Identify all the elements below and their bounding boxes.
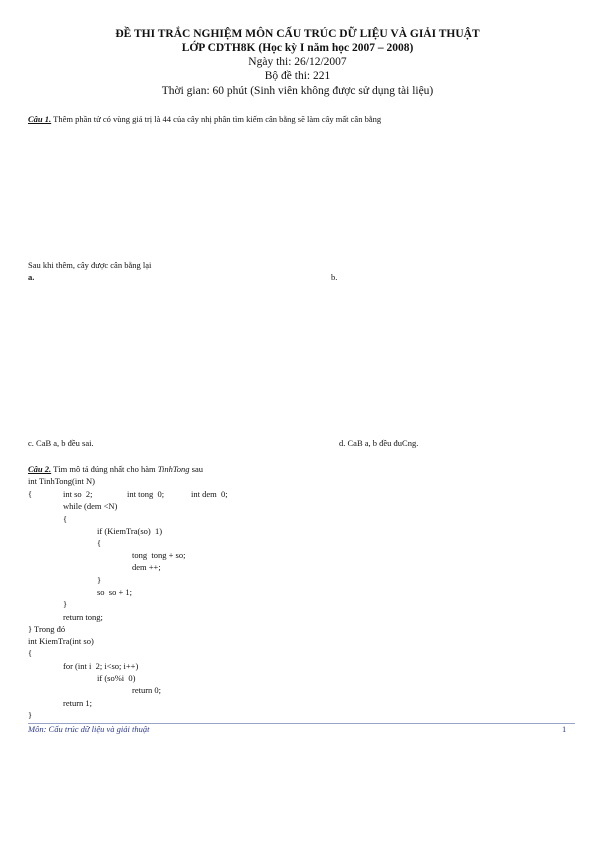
footer-page-number: 1 bbox=[562, 724, 567, 734]
exam-code: Bộ đề thi: 221 bbox=[264, 70, 331, 82]
code-line: } bbox=[63, 599, 68, 609]
code-line: int dem 0; bbox=[191, 489, 228, 499]
question-2-text-after: sau bbox=[189, 464, 204, 474]
option-b: b. bbox=[331, 272, 338, 282]
code-line: { bbox=[63, 514, 68, 524]
question-1-after-text: Sau khi thêm, cây được cân bằng lại bbox=[28, 260, 152, 270]
question-2-function-name: TinhTong bbox=[157, 464, 190, 474]
question-1-text: Thêm phần tử có vùng giá trị là 44 của cây nhị phân tìm kiếm cân bằng sẽ làm cây mất cân bằng bbox=[51, 114, 382, 124]
exam-duration: Thời gian: 60 phút (Sinh viên không được sử dụng tài liệu) bbox=[161, 85, 434, 97]
exam-class: LỚP CDTH8K (Học kỳ I năm học 2007 – 2008) bbox=[181, 42, 414, 54]
question-2-label: Câu 2. bbox=[28, 464, 52, 474]
option-c: c. CaB a, b đều sai. bbox=[28, 438, 94, 448]
code-line: int KiemTra(int so) bbox=[28, 636, 94, 646]
code-line: int TinhTong(int N) bbox=[28, 476, 95, 486]
code-line: } Trong đó bbox=[28, 624, 66, 634]
code-line: return 1; bbox=[63, 698, 93, 708]
code-line: } bbox=[97, 575, 102, 585]
code-line: if (so%i 0) bbox=[97, 673, 136, 683]
question-1 bbox=[28, 114, 381, 125]
question-1-label: Câu 1. bbox=[28, 114, 52, 124]
code-line: { bbox=[28, 648, 33, 658]
code-line: for (int i 2; i<so; i++) bbox=[63, 661, 139, 671]
question-2-text-before: Tìm mô tả đúng nhất cho hàm bbox=[51, 464, 158, 474]
code-line: { bbox=[97, 538, 102, 548]
exam-title: ĐỀ THI TRẮC NGHIỆM MÔN CẤU TRÚC DỮ LIỆU VÀ GIẢI THUẬT bbox=[115, 28, 480, 40]
code-line: if (KiemTra(so) 1) bbox=[97, 526, 163, 536]
code-line: tong tong + so; bbox=[132, 550, 186, 560]
code-line: dem ++; bbox=[132, 562, 161, 572]
code-line: { bbox=[28, 489, 33, 499]
code-line: while (dem <N) bbox=[63, 501, 118, 511]
code-line: so so + 1; bbox=[97, 587, 133, 597]
question-2 bbox=[28, 464, 203, 475]
exam-date: Ngày thi: 26/12/2007 bbox=[248, 56, 347, 68]
option-a: a. bbox=[28, 272, 35, 282]
code-line: return tong; bbox=[63, 612, 103, 622]
code-line: int tong 0; bbox=[127, 489, 165, 499]
code-line: return 0; bbox=[132, 685, 162, 695]
option-d: d. CaB a, b đều đuCng. bbox=[339, 438, 419, 448]
code-line: } bbox=[28, 710, 33, 720]
code-line: int so 2; bbox=[63, 489, 93, 499]
footer-subject: Môn: Cấu trúc dữ liệu và giải thuật bbox=[28, 724, 150, 734]
